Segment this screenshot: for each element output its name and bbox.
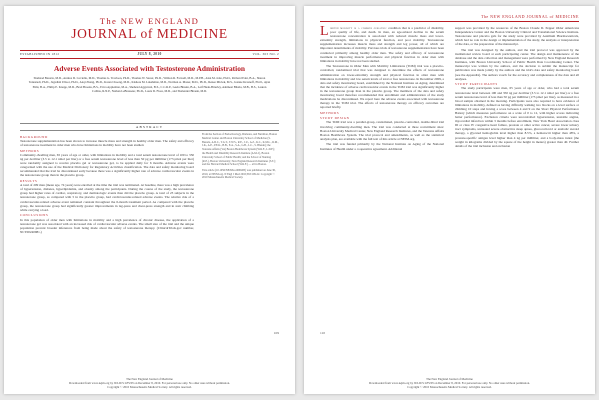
abstract-section-heading: BACKGROUND	[20, 134, 48, 139]
abstract-section-text: A total of 209 men (mean age, 74 years) were enrolled at the time the trial was terminated. At baseline, there was a high prevalence of hypertension, diabetes, hyperlipidemia, and obesity among the participants. During the course of the study, the testosterone group had higher rates of cardiac, respiratory, and dermatologic events than did the placebo group. A total of 23 subjects in the testosterone group, as compared with 5 in the placebo group, had cardiovascular-related adverse events. The relative risk of a cardiovascular-related adverse event remained constant throughout the 6-month treatment period. As compared with the placebo group, the testosterone group had significantly greater improvements in leg-press and chest-press strength and in stair climbing while carrying a load.	[20, 183, 194, 212]
abstract-section-heading: CONCLUSIONS	[20, 213, 49, 218]
footer-copyright: Copyright © 2010 Massachusetts Medical Society. All rights reserved.	[107, 385, 192, 389]
body-paragraph: The TOM trial was a parallel-group, randomized, placebo-controlled, double-blind trial involving community-dwelling men. The trial was conducted at three recruitment sites: Boston University Medical Center, New England Research Institutes, and the Veterans Affairs Boston Healthcare System. The trial protocol and amendments, as well as the statistical analysis plan, are available with the full text of this article at NEJM.org.	[320, 120, 444, 141]
body-paragraph: The study participants were men, 65 years of age or older, who had a total serum testosterone level between 100 and 350 ng per deciliter (3.5 to 12.1 nmol per liter) or a free serum testosterone level of less than 50 pg per milliliter (173 pmol per liter), as measured in a blood sample obtained in the morning. Participants were also required to have evidence of limitations in mobility, defined as having difficulty walking two blocks on a level surface or climbing 10 steps and having a score between 4 and 9 on the Short Physical Performance Battery (which measures performance on a scale of 0 to 12, with higher scores indicating better performance). Exclusion criteria were uncontrolled hypertension, unstable angina, myocardial infarction within 3 months before enrollment, New York Heart Association class III or class IV congestive heart failure, prostate or other active cancer, severe lower urinary tract symptoms, untreated severe obstructive sleep apnea, glucocorticoid or anabolic steroid therapy, a glycated hemoglobin level higher than 8.5%, a hematocrit higher than 48%, a prostate-specific antigen level higher than 4 ng per milliliter, and a body-mass index (the weight in kilograms divided by the square of the height in meters) greater than 40. Further details of the trial inclusion and exclusion	[455, 86, 579, 148]
volume-number: VOL. 363 NO. 2	[252, 52, 279, 56]
abstract-section-text: Testosterone supplementation has been shown to increase muscle mass and strength in healthy older men. The safety and efficacy of testosterone treatment in older men who have limitations in mobility have not been studied.	[20, 138, 194, 147]
footer-copyright: Copyright © 2010 Massachusetts Medical Society. All rights reserved.	[407, 385, 492, 389]
issue-bar	[20, 50, 279, 59]
footer-journal: The New England Journal of Medicine	[426, 377, 473, 381]
affiliation-text: From the Section of Endocrinology, Diabetes, and Nutrition, Boston Medical Center and Boston University School of Medicine (S. Basaria, A.D.C., T.G.T., T.W.S., R.E., J.U., A.Z., K.C., K.M.L., R.M., J.K., A.E., P.E.K., B.B., E.A., S.A., G.B., L.C., S. Bhasin); the Veterans Affairs (VA) Boston Healthcare System (W.R.F., L.D.F.); the Health and Disability Research Institute (A.M.J.), Boston University School of Public Health; and the School of Nursing (R.E.), Boston University; New England Research Institutes (S.T.); and the Harvard Medical School (W.R.F.) — all in Boston.	[202, 133, 279, 167]
lead-smallcaps: imited mobility is a common geriatric	[330, 26, 387, 30]
masthead-line-1: The NEW ENGLAND	[99, 16, 200, 26]
methods-heading: METHODS	[320, 110, 340, 115]
article-title: Adverse Events Associated with Testosterone Administration	[54, 64, 245, 73]
footer-download-note: Downloaded from www.nejm.org by JULIUS LEVIN on December 8, 2010. For personal use only. No other uses without permission.	[68, 381, 231, 385]
masthead-line-2: JOURNAL of MEDICINE	[71, 26, 228, 41]
abstract-heading: ABSTRACT	[20, 123, 279, 131]
footer-download-note: Downloaded from www.nejm.org by JULIUS LEVIN on December 8, 2010. For personal use only. No other uses without permission.	[368, 381, 531, 385]
study-design-heading: STUDY DESIGN	[320, 116, 350, 121]
abstract-body	[20, 133, 194, 234]
abstract-section-text: In this population of older men with limitations in mobility and a high prevalence of chronic disease, the application of a testosterone gel was associated with an increased risk of cardiovascular adverse events. The small size of the trial and the unique population prevent broader inferences from being made about the safety of testosterone therapy. (ClinicalTrials.gov number, NCT00240981.)	[20, 217, 194, 234]
page-footer	[304, 377, 595, 389]
abstract-section-heading: METHODS	[20, 148, 40, 153]
running-header	[320, 14, 579, 22]
right-page	[304, 6, 595, 394]
page-footer	[4, 377, 295, 389]
page-number: 110	[320, 331, 326, 335]
established-text: ESTABLISHED IN 1812	[20, 52, 60, 56]
body-column-left	[320, 26, 444, 152]
publication-note: This article (10.1056/NEJMoa1000485) was published on June 30, 2010, at NEJM.org. N Engl J Med 2010;363:109-22. Copyright © 2010 Massachusetts Medical Society.	[202, 168, 276, 180]
journal-masthead	[4, 16, 295, 41]
author-list: Shehzad Basaria, M.D., Andrea D. Coviello, M.D., Thomas G. Travison, Ph.D., Thomas W. Storer, Ph.D., Wildon R. Farwell, M.D., M.P.H., Alan M. Jette, Ph.D., Richard Eder, B.A., Sharon Tennstedt, Ph.D., Jagadish Ulloor, Ph.D., Anqi Zhang, Ph.D., Karen Choong, M.D., Kishore M. Lakshman, M.D., Norman A. Mazer, M.D., Ph.D., Renee Miciek, M.S., Jeanne Krasnoff, Ph.D., Ayan Elmi, B.A., Philip E. Knapp, M.D., Brad Brooks, B.S., Erica Appleman, M.A., Shehzad Aggarwal, B.S., C.C.R.P., Gaela Bhasin, B.A., Leif Hede-Brierley, Ashmeet Bhatia, M.B., B.S., Lauren Collins, R.N.P., Nathan LeBrasseur, Ph.D., Louis D. Fiore, M.D., and Shalender Bhasin, M.D.	[28, 76, 271, 94]
body-paragraph: support was provided by the resources of the Boston Claude D. Pepper Older Americans Independence Center and the Boston University Clinical and Translational Science Institute. Testosterone and placebo gels for the study were provided by Auxilium Pharmaceuticals, which had no role in the design or implementation of the study, the analysis or interpretation of the data, or the preparation of the manuscript.	[455, 26, 579, 47]
author-affiliations	[202, 133, 279, 180]
issue-date: JULY 8, 2010	[137, 52, 162, 56]
drop-cap: L	[320, 24, 329, 39]
intro-paragraph	[320, 26, 444, 63]
abstract-section-text: Community-dwelling men, 65 years of age or older, with limitations in mobility and a total serum testosterone level of 100 to 350 ng per deciliter (3.5 to 12.1 nmol per liter) or a free serum testosterone level of less than 50 pg per milliliter (173 pmol per liter) were randomly assigned to receive placebo gel or testosterone gel, to be applied daily for 6 months. Adverse events were categorized with the use of the Medical Dictionary for Regulatory Activities classification. The data and safety monitoring board recommended that the trial be discontinued early because there was a significantly higher rate of adverse cardiovascular events in the testosterone group than in the placebo group.	[20, 152, 194, 178]
page-number: 109	[273, 331, 279, 335]
abstract-section-heading: RESULTS	[20, 178, 38, 183]
journal-logo-small: The NEW ENGLAND JOURNAL of MEDICINE	[480, 14, 579, 19]
left-page	[4, 6, 295, 394]
body-paragraph: The trial was designed by the authors, and the trial protocol was approved by the institutional review board at each participating center. The design and maintenance of the database and the data collection and management were performed by New England Research Institutes, with Boston University School of Public Health Data Coordinating Center. The manuscript was written by the authors, and the decision to submit the manuscript for publication was made jointly by the authors and the trial's data and safety monitoring board (see the Appendix). The authors vouch for the accuracy and completeness of the data and all analyses.	[455, 47, 579, 81]
participants-heading: STUDY PARTICIPANTS	[455, 82, 498, 87]
body-paragraph: The Testosterone in Older Men with Mobility Limitations (TOM) trial was a placebo-controlled, randomized trial that was designed to determine the effects of testosterone administration on lower-extremity strength and physical function in older men with limitations in mobility and low serum levels of total or free testosterone. In December 2009, a data and safety monitoring board, established by the National Institute on Aging, determined that the incidence of adverse cardiovascular events in the TOM trial was significantly higher in the testosterone group than in the placebo group. The members of the data and safety monitoring board therefore recommended that enrollment and administration of the study medications be discontinued. We report here the adverse events associated with testosterone therapy in the TOM trial. The effects of testosterone therapy on efficacy outcomes are reported briefly.	[320, 64, 444, 110]
body-paragraph: The trial was funded primarily by the National Institute on Aging of the National Institutes of Health under a cooperative agreement. Additional	[320, 142, 444, 151]
lead-text: condition that is a predictor of disability, poor quality of life, and death. In men, an age-related decline in the serum testosterone concentration is associated with reduced muscle mass and lower-extremity strength, limitations in physical function, and poor mobility. Testosterone supplementation increases muscle mass and strength and leg power, all of which are important determinants of mobility. Previous trials of testosterone supplementation have been conducted primarily among healthy older men. The safety and efficacy of testosterone treatment in improving muscle performance and physical function in older men with limitations in mobility have not been studied.	[320, 26, 444, 63]
body-column-right	[455, 26, 579, 149]
footer-journal: The New England Journal of Medicine	[126, 377, 173, 381]
